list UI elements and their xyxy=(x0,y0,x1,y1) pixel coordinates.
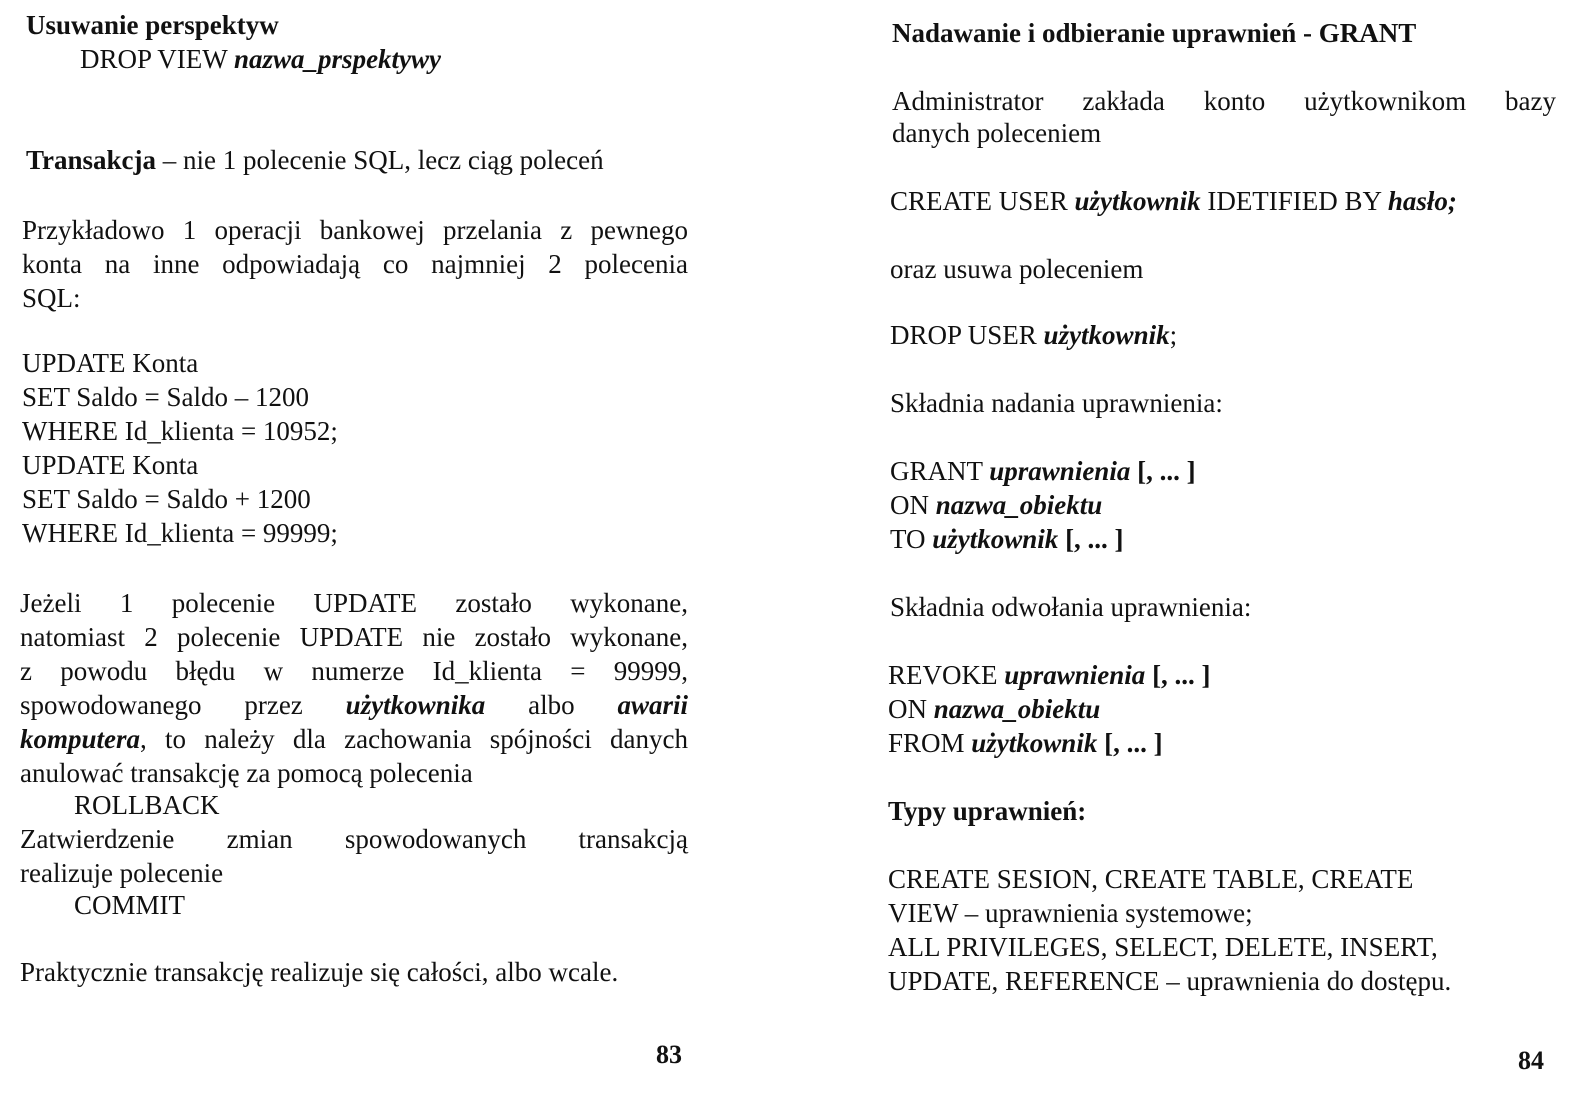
types-line-3: ALL PRIVILEGES, SELECT, DELETE, INSERT, xyxy=(888,932,1438,962)
grant-object: nazwa_obiektu xyxy=(935,490,1103,520)
drop-view-syntax xyxy=(80,42,441,76)
uzytkownika-term: użytkownika xyxy=(345,690,486,720)
revoke-line-2 xyxy=(888,692,1100,726)
types-heading: Typy uprawnień: xyxy=(888,796,1087,826)
types-line-2: VIEW – uprawnienia systemowe; xyxy=(888,898,1253,928)
final-sentence: Praktycznie transakcję realizuje się całości, albo wcale. xyxy=(20,957,619,987)
page-83 xyxy=(0,0,720,1107)
grant-keyword: GRANT xyxy=(890,456,990,486)
create-user-command xyxy=(890,184,1457,218)
drop-view-argument: nazwa_prspektywy xyxy=(234,44,442,74)
sql-line-2: SET Saldo = Saldo – 1200 xyxy=(22,382,309,412)
grant-line-2 xyxy=(890,488,1102,522)
revoke-line-1 xyxy=(888,658,1211,692)
rollback-line-4-c: albo xyxy=(485,690,618,720)
types-line-1: CREATE SESION, CREATE TABLE, CREATE xyxy=(888,864,1414,894)
transakcja-rest: – nie 1 polecenie SQL, lecz ciąg poleceń xyxy=(156,145,604,175)
page-number-83: 83 xyxy=(656,1040,682,1069)
create-user-user: użytkownik xyxy=(1074,186,1201,216)
create-user-a: CREATE USER xyxy=(890,186,1075,216)
rollback-line-4-a: spowodowanego przez xyxy=(20,690,346,720)
remove-text: oraz usuwa poleceniem xyxy=(890,254,1144,284)
admin-line-1: Administrator zakłada konto użytkownikom bazy xyxy=(892,86,1556,116)
revoke-keyword: REVOKE xyxy=(888,660,1005,690)
grant-on-keyword: ON xyxy=(890,490,936,520)
page-84 xyxy=(880,0,1596,1107)
example-line-1: Przykładowo 1 operacji bankowej przelania z pewnego xyxy=(22,215,688,245)
drop-user-c: ; xyxy=(1169,320,1178,350)
revoke-from-keyword: FROM xyxy=(888,728,972,758)
grant-heading: Nadawanie i odbieranie uprawnień - GRANT xyxy=(892,18,1417,48)
grant-user: użytkownik xyxy=(932,524,1059,554)
rollback-line-3: z powodu błędu w numerze Id_klienta = 99999, xyxy=(20,656,688,686)
revoke-on-keyword: ON xyxy=(888,694,934,724)
grant-ellipsis: [, ... ] xyxy=(1130,456,1196,486)
revoke-privileges: uprawnienia xyxy=(1004,660,1146,690)
page-number-84: 84 xyxy=(1518,1046,1544,1075)
awarii-term: awarii xyxy=(617,690,688,720)
sql-line-4: UPDATE Konta xyxy=(22,450,199,480)
rollback-line-5 xyxy=(20,722,688,756)
sql-line-5: SET Saldo = Saldo + 1200 xyxy=(22,484,311,514)
drop-view-command: DROP VIEW xyxy=(80,44,228,74)
drop-user-a: DROP USER xyxy=(890,320,1044,350)
example-line-2: konta na inne odpowiadają co najmniej 2 polecenia xyxy=(22,249,688,279)
admin-line-2: danych poleceniem xyxy=(892,118,1102,148)
revoke-line-3 xyxy=(888,726,1163,760)
revoke-object: nazwa_obiektu xyxy=(933,694,1101,724)
drop-user-command xyxy=(890,318,1177,352)
rollback-line-6: anulować transakcję za pomocą polecenia xyxy=(20,758,473,788)
drop-view-heading: Usuwanie perspektyw xyxy=(26,10,279,40)
revoke-user-ellipsis: [, ... ] xyxy=(1097,728,1163,758)
grant-privileges: uprawnienia xyxy=(989,456,1131,486)
drop-user-user: użytkownik xyxy=(1043,320,1170,350)
revoke-syntax-label: Składnia odwołania uprawnienia: xyxy=(890,592,1252,622)
transakcja-term: Transakcja xyxy=(26,145,157,175)
rollback-line-4 xyxy=(20,688,688,722)
types-line-4: UPDATE, REFERENCE – uprawnienia do dostępu. xyxy=(888,966,1452,996)
grant-line-3 xyxy=(890,522,1124,556)
grant-line-1 xyxy=(890,454,1196,488)
grant-user-ellipsis: [, ... ] xyxy=(1058,524,1124,554)
commit-command: COMMIT xyxy=(74,890,186,920)
rollback-line-2: natomiast 2 polecenie UPDATE nie zostało wykonane, xyxy=(20,622,688,652)
grant-to-keyword: TO xyxy=(890,524,933,554)
rollback-line-5-b: , to należy dla zachowania spójności danych xyxy=(140,724,688,754)
sql-line-6: WHERE Id_klienta = 99999; xyxy=(22,518,338,548)
revoke-ellipsis: [, ... ] xyxy=(1145,660,1211,690)
sql-line-1: UPDATE Konta xyxy=(22,348,199,378)
example-line-3: SQL: xyxy=(22,283,81,313)
create-user-c: IDETIFIED BY xyxy=(1200,186,1388,216)
grant-syntax-label: Składnia nadania uprawnienia: xyxy=(890,388,1223,418)
commit-line-2: realizuje polecenie xyxy=(20,858,224,888)
revoke-user: użytkownik xyxy=(971,728,1098,758)
rollback-command: ROLLBACK xyxy=(74,790,220,820)
sql-line-3: WHERE Id_klienta = 10952; xyxy=(22,416,338,446)
create-user-password: hasło; xyxy=(1387,186,1457,216)
transakcja-definition xyxy=(26,143,604,177)
rollback-line-1: Jeżeli 1 polecenie UPDATE zostało wykonane, xyxy=(20,588,688,618)
commit-line-1: Zatwierdzenie zmian spowodowanych transakcją xyxy=(20,824,688,854)
komputera-term: komputera xyxy=(20,724,141,754)
